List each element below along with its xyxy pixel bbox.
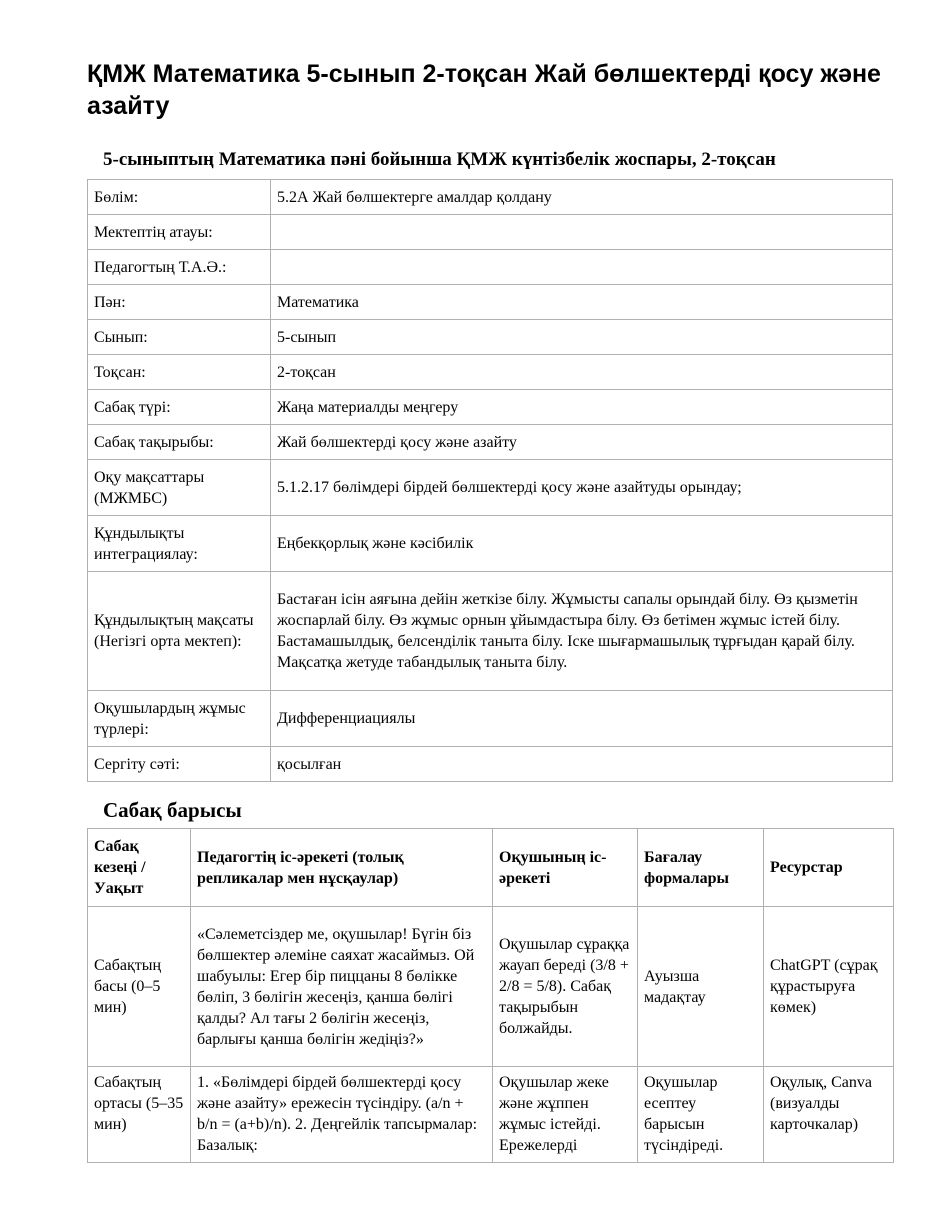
- info-value: 5.1.2.17 бөлімдері бірдей бөлшектерді қосу және азайтуды орындау;: [271, 460, 893, 516]
- info-value: Жаңа материалды меңгеру: [271, 390, 893, 425]
- teacher-cell: «Сәлеметсіздер ме, оқушылар! Бүгін біз бөлшектер әлеміне саяхат жасаймыз. Ой шабуылы: Егер бір пиццаны 8 бөлікке бөліп, 3 бөлігін жесеңіз, қанша бөлігі қалды? Ал тағы 2 бөлігін жесеңіз, барлығы қанша бөлігін жедіңіз?»: [191, 907, 493, 1067]
- info-label: Тоқсан:: [88, 355, 271, 390]
- stage-cell: Сабақтың басы (0–5 мин): [88, 907, 191, 1067]
- info-table: [87, 179, 893, 782]
- header-stage: Сабақ кезеңі / Уақыт: [88, 829, 191, 907]
- info-label: Құндылықты интеграциялау:: [88, 516, 271, 572]
- resources-cell: ChatGPT (сұрақ құрастыруға көмек): [764, 907, 894, 1067]
- info-label: Мектептің атауы:: [88, 215, 271, 250]
- info-label: Құндылықтың мақсаты (Негізгі орта мектеп):: [88, 572, 271, 691]
- lesson-row-middle: [88, 1067, 894, 1163]
- info-label: Педагогтың Т.А.Ә.:: [88, 250, 271, 285]
- info-row: [88, 180, 893, 215]
- info-row: [88, 390, 893, 425]
- assessment-cell: Оқушылар есептеу барысын түсіндіреді.: [638, 1067, 764, 1163]
- info-value: Жай бөлшектерді қосу және азайту: [271, 425, 893, 460]
- info-row: [88, 355, 893, 390]
- info-label: Оқушылардың жұмыс түрлері:: [88, 691, 271, 747]
- info-label: Пән:: [88, 285, 271, 320]
- info-row: [88, 425, 893, 460]
- info-row: [88, 215, 893, 250]
- info-label: Сергіту сәті:: [88, 747, 271, 782]
- student-cell: Оқушылар сұраққа жауап береді (3/8 + 2/8 = 5/8). Сабақ тақырыбын болжайды.: [493, 907, 638, 1067]
- info-value: [271, 250, 893, 285]
- info-row: [88, 250, 893, 285]
- stage-cell: Сабақтың ортасы (5–35 мин): [88, 1067, 191, 1163]
- info-value: 5.2А Жай бөлшектерге амалдар қолдану: [271, 180, 893, 215]
- info-label: Сынып:: [88, 320, 271, 355]
- plan-subtitle: 5-сыныптың Математика пәні бойынша ҚМЖ күнтізбелік жоспары, 2-тоқсан: [103, 149, 776, 170]
- info-label: Сабақ тақырыбы:: [88, 425, 271, 460]
- info-value: Еңбекқорлық және кәсібилік: [271, 516, 893, 572]
- info-row: [88, 572, 893, 691]
- info-label: Бөлім:: [88, 180, 271, 215]
- header-teacher: Педагогтің іс-әрекеті (толық репликалар мен нұсқаулар): [191, 829, 493, 907]
- lesson-row-start: [88, 907, 894, 1067]
- info-row: [88, 747, 893, 782]
- assessment-cell: Ауызша мадақтау: [638, 907, 764, 1067]
- info-value: [271, 215, 893, 250]
- info-row: [88, 285, 893, 320]
- info-value: 2-тоқсан: [271, 355, 893, 390]
- lesson-table: [87, 828, 894, 1163]
- lesson-header-row: [88, 829, 894, 907]
- page-title: ҚМЖ Математика 5-сынып 2-тоқсан Жай бөлшектерді қосу және азайту: [87, 60, 881, 120]
- info-row: [88, 691, 893, 747]
- info-value: қосылған: [271, 747, 893, 782]
- info-label: Оқу мақсаттары (МЖМБС): [88, 460, 271, 516]
- info-value: Дифференциациялы: [271, 691, 893, 747]
- info-row: [88, 460, 893, 516]
- info-value: Математика: [271, 285, 893, 320]
- info-value: 5-сынып: [271, 320, 893, 355]
- teacher-cell: 1. «Бөлімдері бірдей бөлшектерді қосу және азайту» ережесін түсіндіру. (a/n + b/n = (a+b)/n). 2. Деңгейлік тапсырмалар: Базалық:: [191, 1067, 493, 1163]
- resources-cell: Оқулық, Canva (визуалды карточкалар): [764, 1067, 894, 1163]
- header-assessment: Бағалау формалары: [638, 829, 764, 907]
- info-row: [88, 320, 893, 355]
- info-label: Сабақ түрі:: [88, 390, 271, 425]
- lesson-section-title: Сабақ барысы: [103, 798, 242, 822]
- header-student: Оқушының іс-әрекеті: [493, 829, 638, 907]
- student-cell: Оқушылар жеке және жұппен жұмыс істейді. Ережелерді: [493, 1067, 638, 1163]
- info-row: [88, 516, 893, 572]
- info-value: Бастаған ісін аяғына дейін жеткізе білу. Жұмысты сапалы орындай білу. Өз қызметін жоспарлай білу. Өз жұмыс орнын ұйымдастыра білу. Өз бетімен жұмыс істей білу. Бастамашылдық, белсенділік таныта білу. Іске шығармашылық тұрғыдан қарай білу. Мақсатқа жетуде табандылық таныта білу.: [271, 572, 893, 691]
- header-resources: Ресурстар: [764, 829, 894, 907]
